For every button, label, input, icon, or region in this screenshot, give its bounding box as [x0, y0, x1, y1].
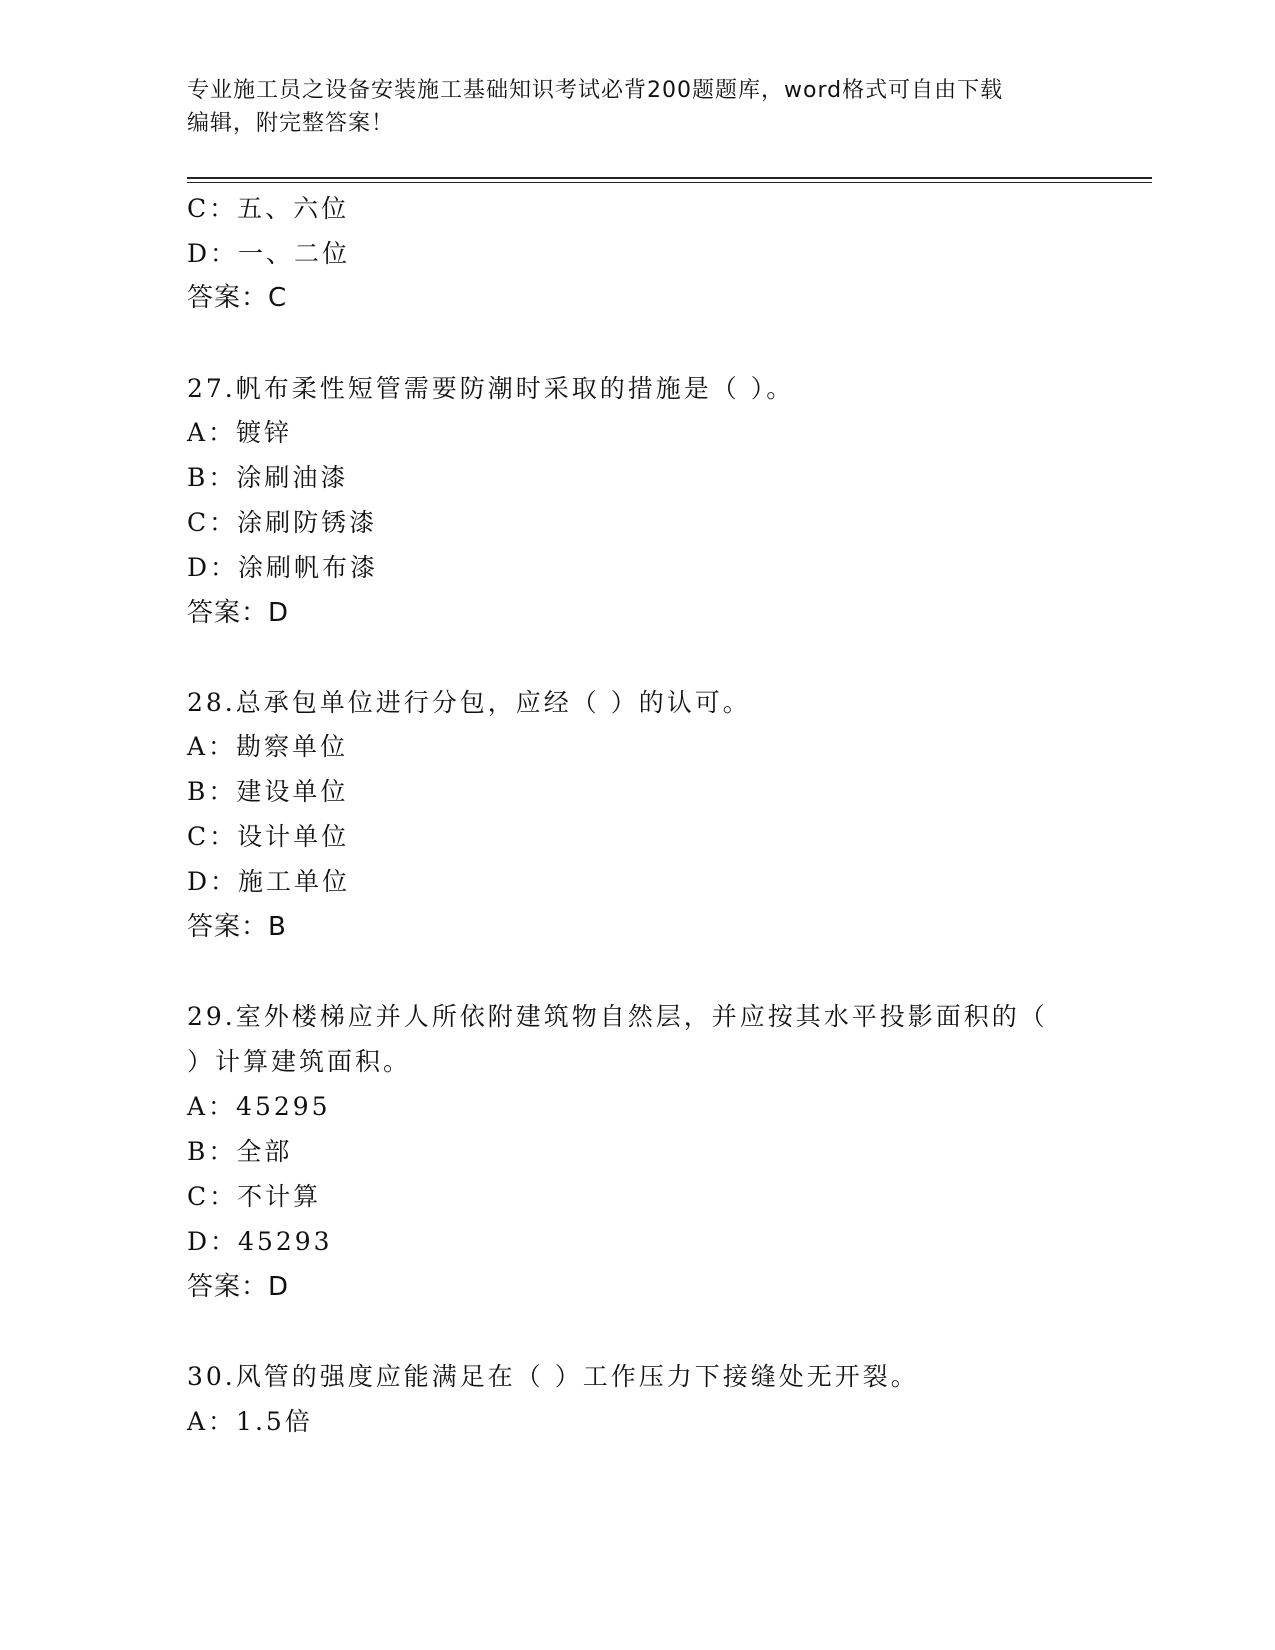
q27-stem: 27.帆布柔性短管需要防潮时采取的措施是（ ）。 [187, 374, 795, 403]
q27-option-d: D：涂刷帆布漆 [187, 553, 379, 582]
q28-answer: 答案：B [187, 912, 287, 942]
q29-answer: 答案：D [187, 1272, 290, 1302]
q29-stem-line-2: ）计算建筑面积。 [187, 1047, 412, 1076]
q27-option-a: A：镀锌 [187, 418, 293, 447]
q29-stem-line-1: 29.室外楼梯应并人所依附建筑物自然层，并应按其水平投影面积的（ [187, 1002, 1048, 1031]
q26-option-c: C：五、六位 [187, 194, 350, 223]
q28-option-a: A：勘察单位 [187, 732, 349, 761]
q27-answer: 答案：D [187, 598, 290, 628]
q30-option-a: A：1.5倍 [187, 1407, 313, 1436]
header-title-line-1: 专业施工员之设备安装施工基础知识考试必背200题题库，word格式可自由下载 [187, 78, 1004, 103]
q29-option-a: A：45295 [187, 1092, 331, 1121]
header-divider-thick [187, 177, 1152, 179]
document-header [187, 74, 1087, 140]
q27-option-c: C：涂刷防锈漆 [187, 508, 378, 537]
q26-option-d: D：一、二位 [187, 239, 351, 268]
q26-answer: 答案：C [187, 283, 288, 313]
header-divider-thin [187, 182, 1152, 183]
q28-option-d: D：施工单位 [187, 867, 351, 896]
q28-option-b: B：建设单位 [187, 777, 349, 806]
q28-stem: 28.总承包单位进行分包，应经（ ）的认可。 [187, 688, 751, 717]
q29-option-c: C：不计算 [187, 1182, 322, 1211]
q29-option-d: D：45293 [187, 1227, 333, 1256]
q27-option-b: B：涂刷油漆 [187, 463, 349, 492]
header-title-line-2: 编辑，附完整答案！ [187, 111, 395, 136]
q30-stem: 30.风管的强度应能满足在（ ）工作压力下接缝处无开裂。 [187, 1362, 919, 1391]
q29-option-b: B：全部 [187, 1137, 293, 1166]
q28-option-c: C：设计单位 [187, 822, 350, 851]
